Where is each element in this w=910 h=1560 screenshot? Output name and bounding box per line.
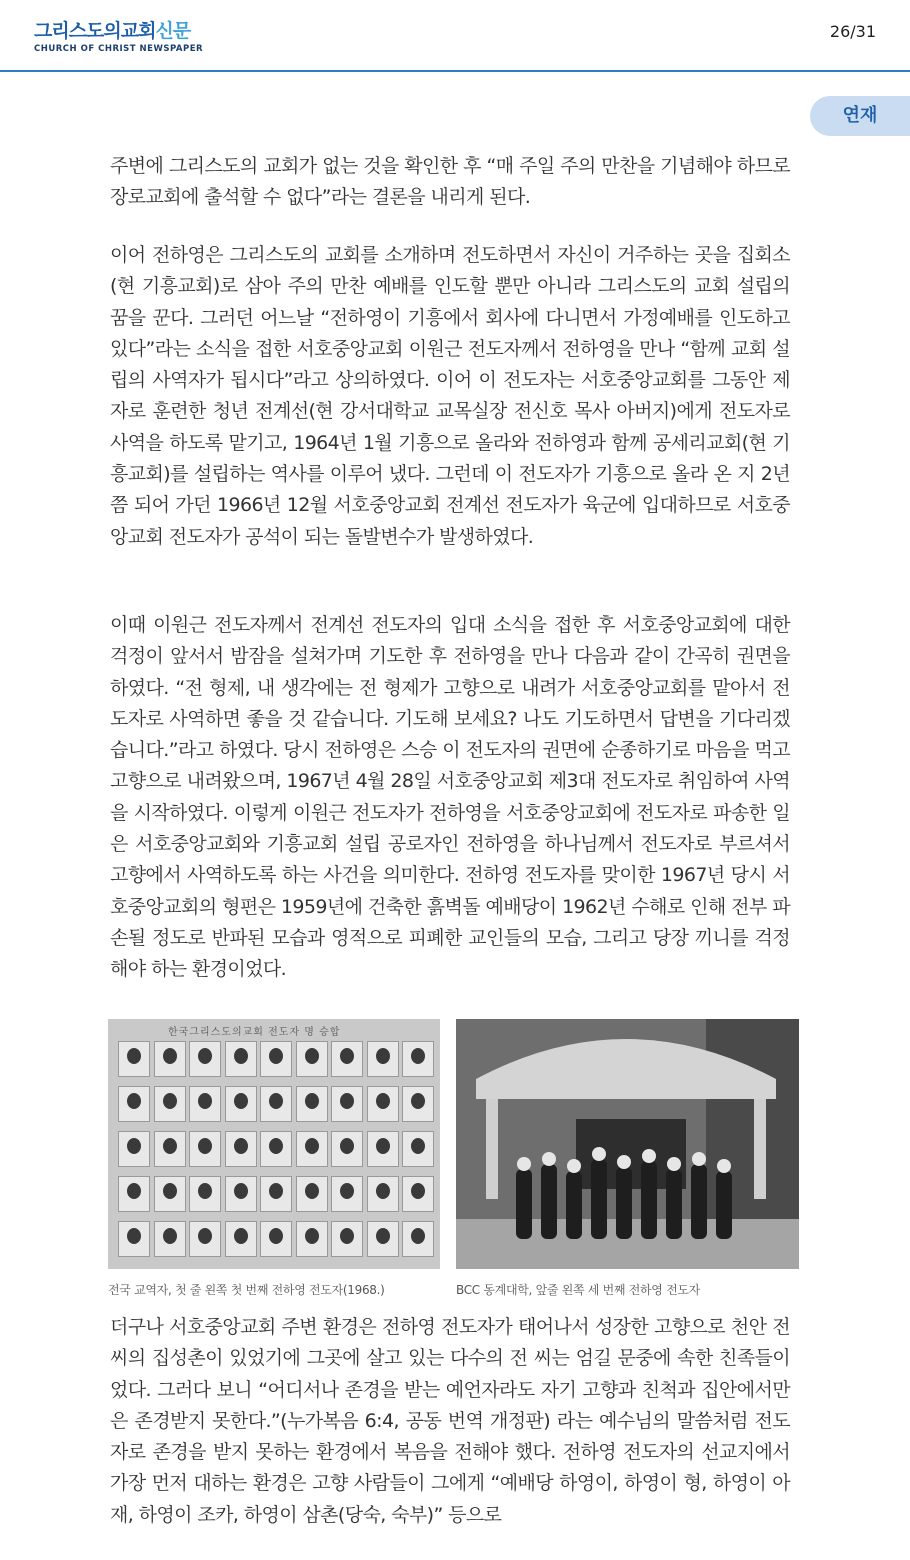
photo-caption-2: BCC 동계대학, 앞줄 왼쪽 세 번째 전하영 전도자 [456, 1283, 700, 1297]
portrait-icon [154, 1176, 186, 1212]
portrait-icon [189, 1041, 221, 1077]
portrait-icon [367, 1131, 399, 1167]
section-tag: 연재 [810, 96, 910, 136]
portrait-icon [189, 1086, 221, 1122]
portrait-icon [331, 1131, 363, 1167]
portrait-icon [260, 1176, 292, 1212]
portrait-icon [154, 1221, 186, 1257]
portrait-icon [296, 1041, 328, 1077]
portrait-icon [331, 1176, 363, 1212]
portrait-icon [225, 1221, 257, 1257]
portrait-icon [367, 1221, 399, 1257]
portrait-icon [260, 1221, 292, 1257]
logo-korean: 그리스도의교회신문 [34, 20, 191, 42]
photo-caption-1: 전국 교역자, 첫 줄 왼쪽 첫 번째 전하영 전도자(1968.) [108, 1283, 385, 1297]
portrait-icon [402, 1086, 434, 1122]
portrait-icon [367, 1041, 399, 1077]
portrait-icon [189, 1176, 221, 1212]
portrait-icon [331, 1086, 363, 1122]
portrait-icon [118, 1086, 150, 1122]
logo-english: CHURCH OF CHRIST NEWSPAPER [34, 44, 204, 54]
portrait-icon [402, 1131, 434, 1167]
portrait-icon [296, 1131, 328, 1167]
portrait-icon [118, 1176, 150, 1212]
body-paragraph-3: 이때 이원근 전도자께서 전계선 전도자의 입대 소식을 접한 후 서호중앙교회에 대한 걱정이 앞서서 밤잠을 설쳐가며 기도한 후 전하영을 만나 다음과 같이 간곡히 권면을 하였다. “전 형제, 내 생각에는 전 형제가 고향으로 내려가 서호중앙교회를 맡아서 전도자로 사역하면 좋을 것 같습니다. 기도해 보세요? 나도 기도하면서 답변을 기다리겠습니다.”라고 하였다. 당시 전하영은 스승 이 전도자의 권면에 순종하기로 마음을 먹고 고향으로 내려왔으며, 1967년 4월 28일 서호중앙교회 제3대 전도자로 취임하여 사역을 시작하였다. 이렇게 이원근 전도자가 전하영을 서호중앙교회에 전도자로 파송한 일은 서호중앙교회와 기흥교회 설립 공로자인 전하영을 하나님께서 전도자로 부르셔서 고향에서 사역하도록 하는 사건을 의미한다. 전하영 전도자를 맞이한 1967년 당시 서호중앙교회의 형편은 1959년에 건축한 흙벽돌 예배당이 1962년 수해로 인해 전부 파손될 정도로 반파된 모습과 영적으로 피폐한 교인들의 모습, 그리고 당장 끼니를 걱정해야 하는 환경이었다. [110, 614, 790, 981]
portrait-icon [225, 1086, 257, 1122]
portrait-icon [225, 1176, 257, 1212]
body-paragraph-1: 주변에 그리스도의 교회가 없는 것을 확인한 후 “매 주일 주의 만찬을 기념해야 하므로 장로교회에 출석할 수 없다”라는 결론을 내리게 된다. [110, 155, 790, 209]
portrait-icon [189, 1131, 221, 1167]
photo-group [456, 1019, 799, 1269]
portrait-icon [367, 1086, 399, 1122]
portrait-icon [154, 1041, 186, 1077]
page-header [0, 0, 910, 72]
page-number: 26/31 [829, 22, 876, 41]
portrait-icon [189, 1221, 221, 1257]
portrait-icon [260, 1086, 292, 1122]
portrait-icon [118, 1041, 150, 1077]
portrait-icon [154, 1131, 186, 1167]
portrait-icon [118, 1221, 150, 1257]
portrait-icon [402, 1041, 434, 1077]
body-paragraph-4: 더구나 서호중앙교회 주변 환경은 전하영 전도자가 태어나서 성장한 고향으로 천안 전씨의 집성촌이 있었기에 그곳에 살고 있는 다수의 전 씨는 엄길 문중에 속한 친족들이었다. 그러다 보니 “어디서나 존경을 받는 예언자라도 자기 고향과 친척과 집안에서만은 존경받지 못한다.”(누가복음 6:4, 공동 번역 개정판) 라는 예수님의 말씀처럼 전도자로 존경을 받지 못하는 환경에서 복음을 전해야 했다. 전하영 전도자의 선교지에서 가장 먼저 대하는 환경은 고향 사람들이 그에게 “예배당 하영이, 하영이 형, 하영이 아재, 하영이 조카, 하영이 삼촌(당숙, 숙부)” 등으로 [110, 1316, 790, 1526]
portrait-grid [112, 1041, 436, 1265]
portrait-icon [260, 1041, 292, 1077]
portrait-icon [296, 1176, 328, 1212]
group-photo-icon [456, 1019, 799, 1269]
photo-preachers-board [108, 1019, 440, 1269]
portrait-icon [402, 1176, 434, 1212]
body-paragraph-2: 이어 전하영은 그리스도의 교회를 소개하며 전도하면서 자신이 거주하는 곳을 집회소(현 기흥교회)로 삼아 주의 만찬 예배를 인도할 뿐만 아니라 그리스도의 교회 설립의 꿈을 꾼다. 그러던 어느날 “전하영이 기흥에서 회사에 다니면서 가정예배를 인도하고 있다”라는 소식을 접한 서호중앙교회 이원근 전도자께서 전하영을 만나 “함께 교회 설립의 사역자가 됩시다”라고 상의하였다. 이어 이 전도자는 서호중앙교회를 그동안 제자로 훈련한 청년 전계선(현 강서대학교 교목실장 전신호 목사 아버지)에게 전도자로 사역을 하도록 맡기고, 1964년 1월 기흥으로 올라와 전하영과 함께 공세리교회(현 기흥교회)를 설립하는 역사를 이루어 냈다. 그런데 이 전도자가 기흥으로 올라 온 지 2년쯤 되어 가던 1966년 12월 서호중앙교회 전계선 전도자가 육군에 입대하므로 서호중앙교회 전도자가 공석이 되는 돌발변수가 발생하였다. [110, 244, 790, 548]
board-title: 한국그리스도의교회 전도자 명 승합 [168, 1027, 341, 1038]
portrait-icon [260, 1131, 292, 1167]
portrait-icon [402, 1221, 434, 1257]
portrait-icon [331, 1221, 363, 1257]
newspaper-logo[interactable] [34, 20, 203, 54]
portrait-icon [225, 1131, 257, 1167]
portrait-icon [367, 1176, 399, 1212]
portrait-icon [331, 1041, 363, 1077]
portrait-icon [296, 1086, 328, 1122]
portrait-icon [154, 1086, 186, 1122]
portrait-icon [225, 1041, 257, 1077]
portrait-icon [118, 1131, 150, 1167]
portrait-icon [296, 1221, 328, 1257]
